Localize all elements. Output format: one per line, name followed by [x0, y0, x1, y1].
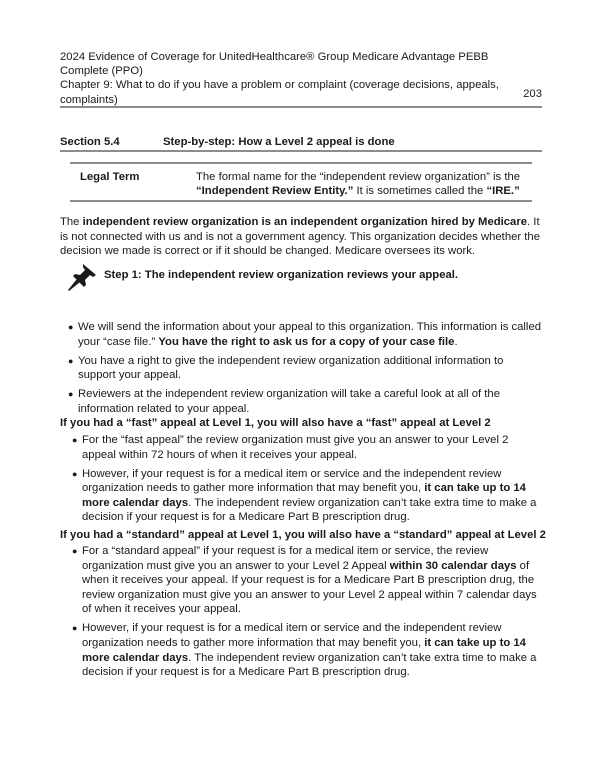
header-line-4: complaints): [60, 93, 118, 106]
list-item: [60, 320, 542, 349]
list-item-bold: within 30 calendar days: [389, 559, 517, 572]
bullet-icon: ●: [68, 389, 74, 400]
list-item-text: However, if your request is for a medical item or service and the independent review organization needs to gather more information that may benefit you,: [82, 622, 502, 650]
list-item-text: We will send the information about your appeal to this organization. This information is called your “case file.”: [78, 321, 542, 348]
list-item: [60, 387, 542, 416]
section-number: Section 5.4: [60, 136, 120, 148]
legal-def-bold-ire: “IRE.”: [486, 185, 520, 198]
legal-term-definition: [196, 170, 536, 198]
list-item-text-end: of when it receives your appeal. If your request is for a Medicare Part B prescription drug, the review organization must give you an answer to your Level 2 appeal within 7 calendar days of when it receives your appeal.: [82, 559, 537, 616]
list-item-bold: it can take up to 14 more calendar days: [82, 637, 526, 664]
bullet-icon: ●: [72, 435, 78, 445]
intro-text-2: . It is not connected with us and is not a government agency. This organization decides whether the decision we made is correct or if it should be changed. Medicare oversees its work.: [60, 216, 540, 258]
list-item-text-end: .: [454, 335, 458, 348]
bullet-icon: ●: [72, 468, 78, 479]
legal-def-text: The formal name for the “independent review organization” is the: [196, 171, 521, 183]
list-item: [64, 544, 542, 617]
section-divider: [60, 150, 542, 152]
bullet-icon: ●: [72, 623, 78, 634]
step-1-title: Step 1: The independent review organization reviews your appeal.: [104, 269, 459, 281]
fast-appeal-bullet-list: [64, 433, 542, 530]
legal-term-bottom-rule: [70, 200, 532, 202]
list-item-text-end: . The independent review organization can’t take extra time to make a decision if your request is for a Medicare Part B prescription drug.: [82, 651, 537, 679]
page-number: 203: [523, 88, 542, 100]
header-divider: [60, 106, 542, 108]
list-item-text: However, if your request is for a medical item or service and the independent review organization needs to gather more information that may benefit you,: [82, 467, 502, 495]
intro-paragraph: [60, 215, 540, 259]
header-line-3: Chapter 9: What to do if you have a problem or complaint (coverage decisions, appeals,: [60, 79, 499, 92]
list-item-text: For a “standard appeal” if your request is for a medical item or service, the review organization must give you an answer to your Level 2 Appeal: [82, 545, 489, 572]
list-item: [60, 354, 542, 383]
pushpin-icon: [66, 262, 98, 292]
intro-bold: independent review organization is an independent organization hired by Medicare: [82, 216, 528, 228]
list-item-text: For the “fast appeal” the review organization must give you an answer to your Level 2 appeal within 72 hours of when it receives your appeal.: [82, 434, 509, 461]
intro-text: The: [60, 216, 83, 228]
running-header: [60, 50, 540, 107]
bullet-icon: ●: [68, 355, 74, 366]
list-item: [64, 467, 542, 525]
list-item-bold: You have the right to ask us for a copy of your case file: [158, 335, 455, 348]
legal-def-text-2: It is sometimes called the: [353, 185, 487, 198]
header-line-1: 2024 Evidence of Coverage for UnitedHealthcare® Group Medicare Advantage PEBB: [60, 51, 489, 63]
step-1-bullet-list: [60, 320, 542, 421]
bullet-icon: ●: [72, 546, 78, 556]
standard-appeal-bullet-list: [64, 544, 542, 684]
list-item: [64, 433, 542, 462]
list-item-text: You have a right to give the independent review organization additional information to support your appeal.: [78, 354, 504, 382]
list-item-bold: it can take up to 14 more calendar days: [82, 482, 526, 509]
section-title: Step-by-step: How a Level 2 appeal is done: [163, 136, 395, 148]
list-item: [64, 621, 542, 679]
list-item-text: Reviewers at the independent review organization will take a careful look at all of the information related to your appeal.: [78, 388, 500, 415]
header-line-2: Complete (PPO): [60, 65, 143, 78]
fast-appeal-heading: If you had a “fast” appeal at Level 1, you will also have a “fast” appeal at Level 2: [60, 417, 491, 429]
bullet-icon: ●: [68, 322, 74, 332]
list-item-text-end: . The independent review organization can’t take extra time to make a decision if your request is for a Medicare Part B prescription drug.: [82, 496, 537, 524]
legal-term-label: Legal Term: [80, 171, 140, 183]
legal-def-bold-entity: “Independent Review Entity.”: [196, 185, 354, 198]
standard-appeal-heading: If you had a “standard” appeal at Level 1, you will also have a “standard” appeal at Level 2: [60, 529, 546, 541]
legal-term-top-rule: [70, 162, 532, 164]
